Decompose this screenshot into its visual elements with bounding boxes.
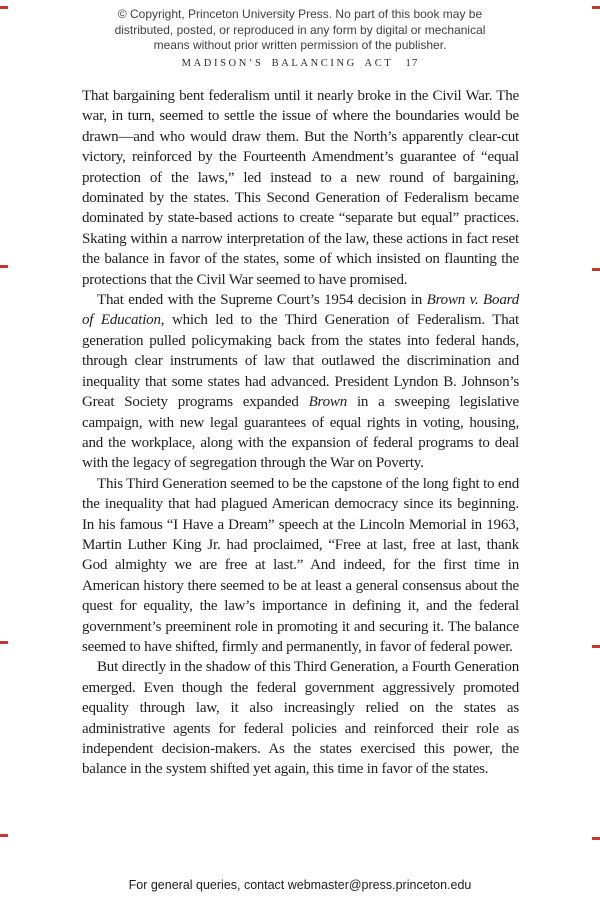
proof-mark — [592, 268, 600, 271]
text-run: That bargaining bent federalism until it nearly broke in the Civil War. The war, in turn, seemed to settle the issue of where the boundaries would be drawn—and who would draw them. But the North’s apparently clear-cut victory, reinforced by the Fourteenth Amendment’s guarantee of “equal protection of the laws,” led instead to a new round of bargaining, dominated by the states. This Second Generation of Federalism became dominated by state-based actions to create “separate but equal” practices. Skating within a narrow interpretation of the law, these actions in fact reset the balance in favor of the states, some of which insisted on flaunting the protections that the Civil War seemed to have promised. — [82, 88, 519, 288]
paragraph — [82, 474, 519, 658]
proof-mark — [592, 645, 600, 648]
proof-mark — [592, 6, 600, 9]
copyright-line-2: distributed, posted, or reproduced in any form by digital or mechanical — [114, 22, 486, 37]
proof-mark — [0, 6, 8, 9]
text-run: This Third Generation seemed to be the capstone of the long fight to end the inequality that had plagued American democracy since its beginning. In his famous “I Have a Dream” speech at the Lincoln Memorial in 1963, Martin Luther King Jr. had proclaimed, “Free at last, free at last, thank God almighty we are free at last.” And indeed, for the first time in American history there seemed to be at least a general consensus about the quest for equality, the law’s importance in defining it, and the federal government’s preeminent role in promoting it and securing it. The balance seemed to have shifted, firmly and permanently, in favor of federal power. — [82, 475, 519, 655]
proof-mark — [0, 265, 8, 268]
paragraph — [82, 657, 519, 779]
text-run: But directly in the shadow of this Third Generation, a Fourth Generation emerged. Even though the federal government aggressively promoted equality through law, it also increasingly relied on the states as administrative agents for federal policies and reinforced their role as independent decision-makers. As the states exercised this power, the balance in the system shifted yet again, this time in favor of the states. — [82, 659, 519, 778]
footer-query-note: For general queries, contact webmaster@press.princeton.edu — [128, 878, 472, 892]
text-run: in a sweeping legislative campaign, with new legal guarantees of equal rights in voting, housing, and the workplace, along with the expansion of federal programs to deal with the legacy of segregation through the War on Poverty. — [82, 394, 519, 472]
running-head-title: MADISON’S BALANCING ACT — [181, 58, 394, 69]
text-run: , which led to the Third Generation of Federalism. That generation pulled policymaking back from the states into federal hands, through clear instruments of law that outlawed the discrimination and inequality that some states had advanced. President Lyndon B. Johnson’s Great Society programs expanded — [82, 312, 519, 411]
copyright-stamp — [0, 7, 600, 54]
proof-mark — [0, 834, 8, 837]
proof-mark — [0, 641, 8, 644]
copyright-line-3: means without prior written permission of the publisher. — [153, 38, 447, 52]
copyright-line-1: © Copyright, Princeton University Press. No part of this book may be — [117, 7, 483, 21]
italic-text: Brown v. Board of Education — [82, 292, 519, 329]
running-head — [0, 57, 600, 69]
proof-mark — [592, 837, 600, 840]
page-number: 17 — [405, 57, 419, 69]
paragraph — [82, 86, 519, 290]
paragraph — [82, 290, 519, 474]
italic-text: Brown — [308, 394, 348, 411]
text-run: That ended with the Supreme Court’s 1954 decision in — [97, 292, 427, 309]
body-text — [82, 86, 519, 780]
